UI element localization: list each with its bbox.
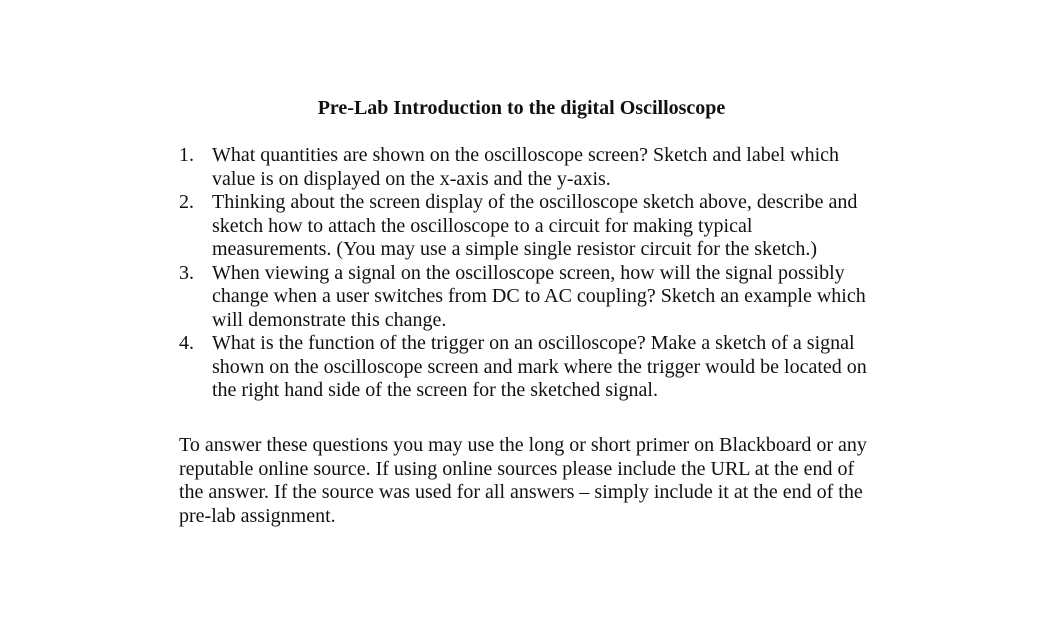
question-item-4 xyxy=(179,332,939,403)
question-text-line: sketch how to attach the oscilloscope to a circuit for making typical xyxy=(212,214,753,237)
question-text-line: value is on displayed on the x-axis and the y-axis. xyxy=(212,167,611,190)
question-text-line: Thinking about the screen display of the oscilloscope sketch above, describe and xyxy=(212,191,858,213)
paragraph-line: the answer. If the source was used for all answers – simply include it at the end of the xyxy=(179,481,863,503)
question-number: 2. xyxy=(179,191,194,213)
question-text-line: change when a user switches from DC to AC coupling? Sketch an example which xyxy=(212,285,866,307)
document-title: Pre-Lab Introduction to the digital Oscilloscope xyxy=(317,97,726,119)
question-text-line: the right hand side of the screen for the sketched signal. xyxy=(212,379,658,401)
paragraph-line: pre-lab assignment. xyxy=(179,504,336,527)
question-item-1 xyxy=(179,144,939,191)
question-text-line: will demonstrate this change. xyxy=(212,308,447,331)
question-text-line: When viewing a signal on the oscilloscope screen, how will the signal possibly xyxy=(212,261,845,284)
question-text-line: measurements. (You may use a simple single resistor circuit for the sketch.) xyxy=(212,238,818,260)
question-number: 3. xyxy=(179,261,194,284)
question-item-2 xyxy=(179,191,939,262)
question-item-3 xyxy=(179,262,939,333)
paragraph-line: To answer these questions you may use the long or short primer on Blackboard or any xyxy=(179,434,867,456)
question-text-line: What is the function of the trigger on an oscilloscope? Make a sketch of a signal xyxy=(212,332,855,354)
question-text-line: shown on the oscilloscope screen and mark where the trigger would be located on xyxy=(212,355,867,378)
paragraph-line: reputable online source. If using online sources please include the URL at the end of xyxy=(179,457,855,480)
question-number: 1. xyxy=(179,144,194,166)
question-list xyxy=(179,144,939,403)
question-text-line: What quantities are shown on the oscilloscope screen? Sketch and label which xyxy=(212,144,840,166)
instructions-paragraph xyxy=(179,434,939,528)
question-number: 4. xyxy=(179,332,194,354)
